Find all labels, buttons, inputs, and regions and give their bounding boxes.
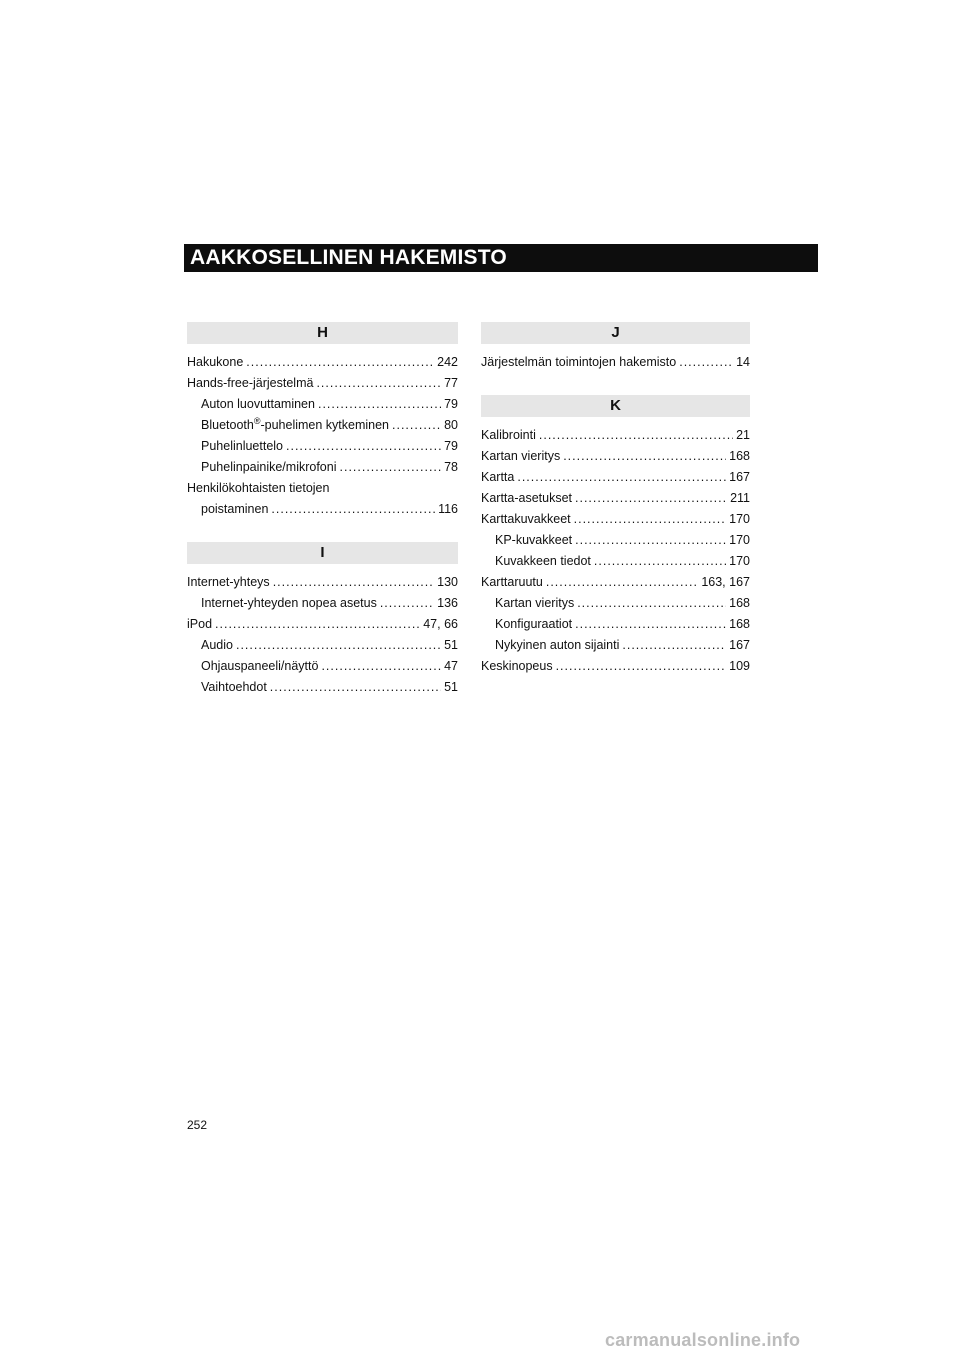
dot-leader [575,488,727,509]
entry-page: 168 [729,596,750,610]
entry-page: 21 [736,428,750,442]
dot-leader [246,352,434,373]
entry-label: Hands-free-järjestelmä [187,376,314,390]
index-subentry [187,656,458,677]
entry-label: Kartta-asetukset [481,491,573,505]
index-subentry [481,530,750,551]
entry-label: Kartta [481,470,515,484]
entry-page: 51 [444,680,458,694]
dot-leader [622,635,726,656]
entry-label: poistaminen [201,502,269,516]
dot-leader [318,394,441,415]
entry-page: 77 [444,376,458,390]
dot-leader [575,614,726,635]
dot-leader [574,509,727,530]
entry-label: Audio [201,638,233,652]
index-subentry [481,551,750,572]
dot-leader [594,551,726,572]
entry-label: Nykyinen auton sijainti [495,638,620,652]
entry-label: Vaihtoehdot [201,680,267,694]
page-number: 252 [187,1118,208,1132]
index-subentry [481,635,750,656]
index-entry [481,467,750,488]
entry-label: iPod [187,617,213,631]
entry-page: 168 [729,617,750,631]
index-entry [481,446,750,467]
index-entry [187,352,458,373]
entry-label: Karttaruutu [481,575,543,589]
dot-leader [340,457,442,478]
entry-page: 242 [437,355,458,369]
dot-leader [575,530,726,551]
entry-label: KP-kuvakkeet [495,533,573,547]
index-entry [481,509,750,530]
section-heading-j: J [481,322,750,344]
entry-label: Auton luovuttaminen [201,397,315,411]
entry-label: Karttakuvakkeet [481,512,571,526]
dot-leader [577,593,726,614]
entry-page: 80 [444,418,458,432]
dot-leader [392,415,441,436]
entry-label: Puhelinluettelo [201,439,284,453]
page-title: AAKKOSELLINEN HAKEMISTO [184,244,818,272]
entry-page: 109 [729,659,750,673]
entry-page: 167 [729,638,750,652]
index-entry-continuation [187,499,458,520]
entry-page: 130 [437,575,458,589]
entry-page: 211 [730,491,750,505]
dot-leader [286,436,441,457]
dot-leader [380,593,434,614]
section-heading-i: I [187,542,458,564]
entry-label: Järjestelmän toimintojen hakemisto [481,355,677,369]
entry-label: Ohjauspaneeli/näyttö [201,659,319,673]
index-subentry [187,394,458,415]
entry-page: 136 [437,596,458,610]
registered-mark: ® [253,415,261,426]
index-subentry [187,677,458,698]
dot-leader [563,446,726,467]
index-subentry [481,593,750,614]
dot-leader [321,656,441,677]
entry-page: 79 [444,397,458,411]
entry-page: 163, 167 [701,575,750,589]
index-entry [481,352,750,373]
entry-label: Internet-yhteys [187,575,270,589]
dot-leader [273,572,434,593]
dot-leader [679,352,733,373]
entry-label: Konfiguraatiot [495,617,573,631]
section-heading-k: K [481,395,750,417]
entry-page: 47, 66 [423,617,458,631]
entry-label: Hakukone [187,355,244,369]
dot-leader [270,677,441,698]
entry-label-part: -puhelimen kytkeminen [260,418,390,432]
index-subentry [481,614,750,635]
entry-label: Keskinopeus [481,659,553,673]
entry-page: 168 [729,449,750,463]
entry-page: 116 [438,502,458,516]
dot-leader [215,614,420,635]
entry-label: Kalibrointi [481,428,536,442]
entry-label [201,415,389,436]
entry-label: Internet-yhteyden nopea asetus [201,596,377,610]
entry-page: 170 [729,533,750,547]
entry-page: 78 [444,460,458,474]
index-entry [187,572,458,593]
entry-page: 47 [444,659,458,673]
entry-label: Kartan vieritys [495,596,575,610]
entry-page: 170 [729,512,750,526]
dot-leader [517,467,726,488]
index-subentry [187,635,458,656]
entry-label-part: Bluetooth [201,418,254,432]
watermark: carmanualsonline.info [605,1330,801,1350]
index-subentry [187,457,458,478]
dot-leader [236,635,441,656]
index-entry [187,614,458,635]
index-entry [481,656,750,677]
index-entry-line [187,478,458,499]
dot-leader [546,572,698,593]
index-entry [481,425,750,446]
index-subentry [187,593,458,614]
dot-leader [556,656,727,677]
dot-leader [316,373,441,394]
entry-page: 170 [729,554,750,568]
index-entry [187,373,458,394]
entry-page: 167 [729,470,750,484]
index-subentry [187,415,458,436]
dot-leader [539,425,733,446]
index-entry [481,572,750,593]
entry-label: Kuvakkeen tiedot [495,554,591,568]
index-entry [481,488,750,509]
entry-page: 51 [444,638,458,652]
entry-label: Henkilökohtaisten tietojen [187,481,330,495]
index-subentry [187,436,458,457]
entry-page: 79 [444,439,458,453]
entry-label: Kartan vieritys [481,449,561,463]
index-column-right [481,322,750,677]
index-column-left [187,322,458,698]
dot-leader [271,499,435,520]
section-heading-h: H [187,322,458,344]
entry-page: 14 [736,355,750,369]
entry-label: Puhelinpainike/mikrofoni [201,460,337,474]
